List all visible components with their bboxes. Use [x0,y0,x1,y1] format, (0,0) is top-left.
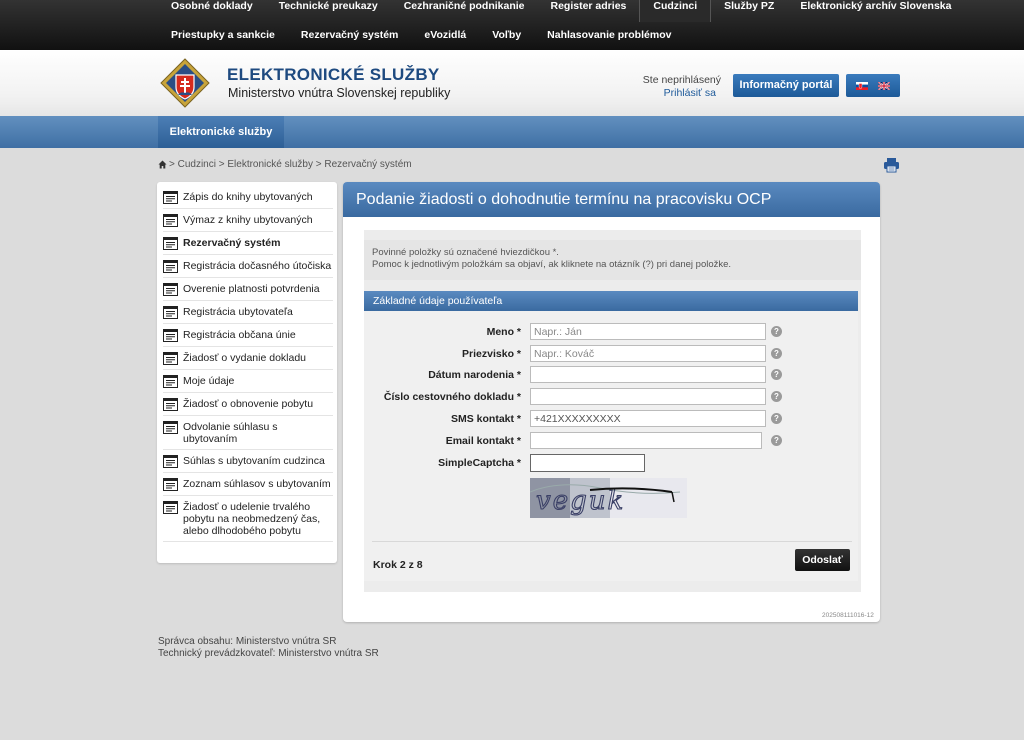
sidebar-item-label: Žiadosť o vydanie dokladu [183,352,307,364]
sidebar-item[interactable] [163,186,333,209]
document-icon [163,501,178,514]
sms-kontakt-input[interactable] [530,410,766,427]
site-header [0,50,1024,116]
meno-label: Meno * [486,326,521,338]
sidebar-item-label: Moje údaje [183,375,235,387]
form-row-datum [364,366,858,384]
sidebar-item-label: Výmaz z knihy ubytovaných [183,214,313,226]
document-icon [163,352,178,365]
document-icon [163,398,178,411]
nav-register-adries[interactable]: Register adries [550,0,627,12]
site-title: ELEKTRONICKÉ SLUŽBY [227,65,440,84]
document-icon [163,478,178,491]
info-required-note: Povinné položky sú označené hviezdičkou *. [372,247,559,258]
sidebar-item-label: Overenie platnosti potvrdenia [183,283,320,295]
document-icon [163,214,178,227]
sidebar-item[interactable] [163,393,333,416]
datum-narodenia-input[interactable] [530,366,766,383]
document-icon [163,283,178,296]
help-icon[interactable]: ? [771,369,782,380]
login-link[interactable]: Prihlásiť sa [663,87,716,99]
sidebar-item[interactable] [163,496,333,542]
sidebar-item[interactable] [163,232,333,255]
nav-volby[interactable]: Voľby [492,29,522,41]
sidebar-item-label: Žiadosť o udelenie trvalého pobytu na neobmedzený čas, alebo dlhodobého pobytu [183,501,321,537]
language-switcher [846,74,900,97]
svg-text:veguk: veguk [536,486,626,516]
sidebar-item[interactable] [163,209,333,232]
form-container [364,230,861,592]
sidebar-item[interactable] [163,278,333,301]
nav-cudzinci[interactable]: Cudzinci [639,0,711,22]
top-nav-row-2 [158,25,684,50]
nav-rezervacny-system[interactable]: Rezervačný systém [300,29,399,41]
sidebar-item-label: Žiadosť o obnovenie pobytu [183,398,314,410]
help-icon[interactable]: ? [771,326,782,337]
priezvisko-input[interactable] [530,345,766,362]
email-kontakt-label: Email kontakt * [445,435,521,447]
site-subtitle: Ministerstvo vnútra Slovenskej republiky [228,86,451,100]
cislo-dokladu-label: Číslo cestovného dokladu * [383,391,521,403]
form-row-doklad [364,388,858,406]
top-nav-row-1 [158,0,964,25]
sidebar-item-label: Odvolanie súhlasu s ubytovaním [183,421,278,445]
sidebar-item[interactable] [163,255,333,278]
home-icon[interactable] [158,160,167,169]
priezvisko-label: Priezvisko * [462,348,521,360]
form-row-captcha [364,454,858,472]
info-portal-button[interactable]: Informačný portál [733,74,839,97]
nav-sluzby-pz[interactable]: Služby PZ [724,0,775,12]
breadcrumb [158,159,412,170]
sidebar-item[interactable] [163,416,333,450]
sidebar-item-label: Registrácia občana únie [183,329,296,341]
sidebar-item-label: Registrácia dočasného útočiska [183,260,332,272]
nav-technicke-preukazy[interactable]: Technické preukazy [278,0,378,12]
footer-technical-operator: Technický prevádzkovateľ: Ministerstvo vnútra SR [158,648,379,659]
nav-osobne-doklady[interactable]: Osobné doklady [171,0,253,12]
nav-evozidla[interactable]: eVozidlá [424,29,467,41]
login-status: Ste neprihlásený [642,74,721,86]
help-icon[interactable]: ? [771,413,782,424]
footer-content-admin: Správca obsahu: Ministerstvo vnútra SR [158,636,337,647]
sidebar-item[interactable] [163,301,333,324]
sidebar-item[interactable] [163,450,333,473]
help-icon[interactable]: ? [771,391,782,402]
sidebar-item[interactable] [163,473,333,496]
main-panel [343,182,880,622]
sidebar-item[interactable] [163,370,333,393]
captcha-input[interactable] [530,454,645,472]
datum-narodenia-label: Dátum narodenia * [428,369,521,381]
user-data-form [364,311,858,581]
sidebar-item[interactable] [163,324,333,347]
breadcrumb-path[interactable]: > Cudzinci > Elektronické služby > Rezervačný systém [169,159,412,170]
help-icon[interactable]: ? [771,348,782,359]
sidebar-item-label: Zoznam súhlasov s ubytovaním [183,478,331,490]
step-indicator: Krok 2 z 8 [373,559,423,571]
info-box [364,240,861,280]
email-kontakt-input[interactable] [530,432,762,449]
document-icon [163,306,178,319]
nav-nahlasovanie[interactable]: Nahlasovanie problémov [547,29,672,41]
document-icon [163,421,178,434]
form-row-priezvisko [364,345,858,363]
sidebar-item-label: Rezervačný systém [183,237,281,249]
top-navigation [0,0,1024,50]
form-row-meno [364,323,858,341]
document-icon [163,455,178,468]
page-title: Podanie žiadosti o dohodnutie termínu na pracovisku OCP [343,182,880,217]
version-label: 202508111016-12 [822,612,874,619]
document-icon [163,191,178,204]
nav-cezhranicne-podnikanie[interactable]: Cezhraničné podnikanie [403,0,525,12]
sidebar-item[interactable] [163,347,333,370]
submit-button[interactable]: Odoslať [795,549,850,571]
cislo-dokladu-input[interactable] [530,388,766,405]
document-icon [163,237,178,250]
document-icon [163,260,178,273]
tab-elektronicke-sluzby[interactable]: Elektronické služby [158,116,284,148]
sidebar-item-label: Súhlas s ubytovaním cudzinca [183,455,325,467]
sidebar-item-label: Zápis do knihy ubytovaných [183,191,313,203]
help-icon[interactable]: ? [771,435,782,446]
sms-kontakt-label: SMS kontakt * [450,413,521,425]
sk-flag-icon[interactable] [856,82,868,90]
form-row-sms [364,410,858,428]
document-icon [163,375,178,388]
captcha-image [530,478,687,518]
footer [158,636,379,660]
nav-priestupky[interactable]: Priestupky a sankcie [171,29,275,41]
section-band [0,116,1024,148]
print-icon[interactable] [883,157,900,173]
info-help-note: Pomoc k jednotlivým položkám sa objaví, ak kliknete na otázník (?) pri danej položke. [372,259,732,270]
section-title: Základné údaje používateľa [364,291,858,311]
form-divider [372,541,852,542]
en-flag-icon[interactable] [878,82,890,90]
meno-input[interactable] [530,323,766,340]
captcha-label: SimpleCaptcha * [438,457,521,469]
sidebar-item-label: Registrácia ubytovateľa [183,306,293,318]
nav-elektronicky-archiv[interactable]: Elektronický archív Slovenska [800,0,952,12]
document-icon [163,329,178,342]
sidebar-menu [157,182,337,563]
form-row-email [364,432,858,450]
coat-of-arms-logo[interactable] [159,58,211,108]
